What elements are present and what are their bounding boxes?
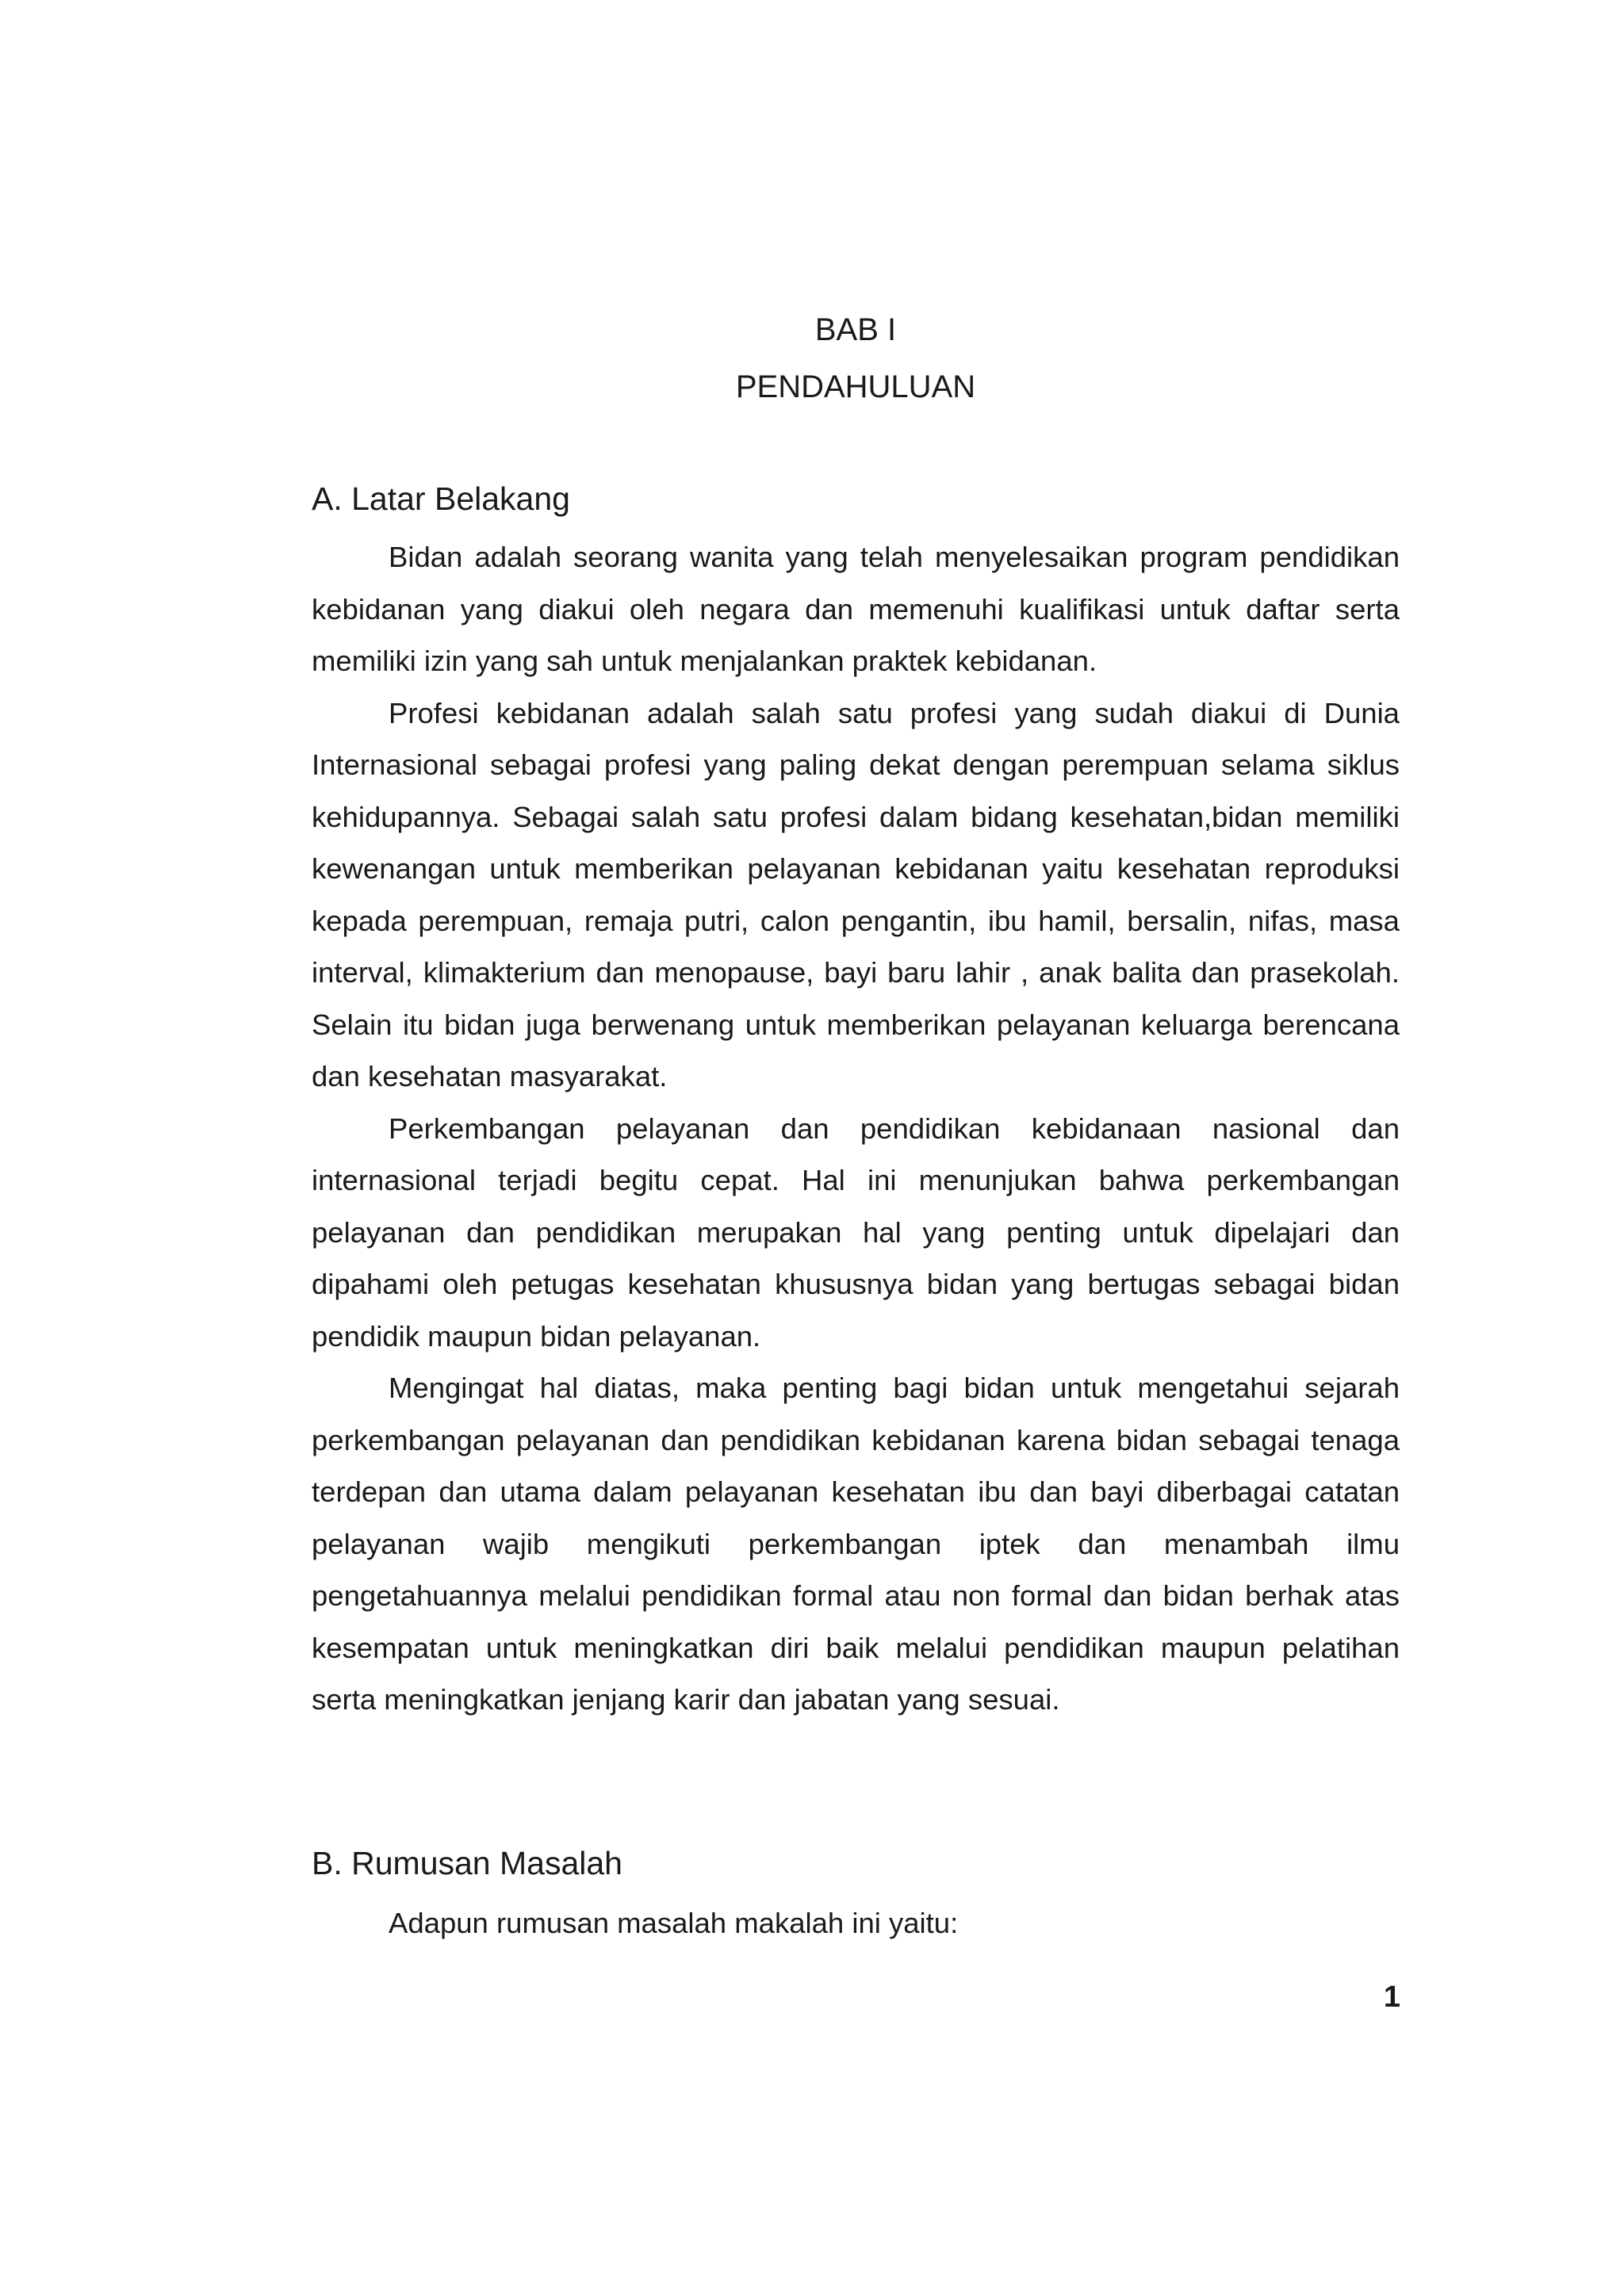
paragraph: Bidan adalah seorang wanita yang telah menyelesaikan program pendidikan kebidanan yang diakui oleh negara dan memenuhi kualifikasi untuk daftar serta memiliki izin yang sah untuk menjalankan praktek kebidanan.	[312, 541, 1400, 677]
section-heading-rumusan-masalah: B. Rumusan Masalah	[312, 1845, 622, 1881]
section-body-rumusan-masalah	[312, 1897, 1400, 1950]
section-heading-latar-belakang: A. Latar Belakang	[312, 480, 570, 517]
paragraph: Perkembangan pelayanan dan pendidikan kebidanaan nasional dan internasional terjadi begitu cepat. Hal ini menunjukan bahwa perkembangan pelayanan dan pendidikan merupakan hal yang penting untuk dipelajari dan dipahami oleh petugas kesehatan khususnya bidan yang bertugas sebagai bidan pendidik maupun bidan pelayanan.	[312, 1112, 1400, 1353]
page-number: 1	[1383, 1980, 1400, 2014]
section-body-latar-belakang	[312, 531, 1400, 1726]
paragraph: Mengingat hal diatas, maka penting bagi bidan untuk mengetahui sejarah perkembangan pelayanan dan pendidikan kebidanan karena bidan sebagai tenaga terdepan dan utama dalam pelayanan kesehatan ibu dan bayi diberbagai catatan pelayanan wajib mengikuti perkembangan iptek dan menambah ilmu pengetahuannya melalui pendidikan formal atau non formal dan bidan berhak atas kesempatan untuk meningkatkan diri baik melalui pendidikan maupun pelatihan serta meningkatkan jenjang karir dan jabatan yang sesuai.	[312, 1372, 1400, 1716]
paragraph: Adapun rumusan masalah makalah ini yaitu:	[389, 1907, 959, 1939]
paragraph: Profesi kebidanan adalah salah satu profesi yang sudah diakui di Dunia Internasional sebagai profesi yang paling dekat dengan perempuan selama siklus kehidupannya. Sebagai salah satu profesi dalam bidang kesehatan,bidan memiliki kewenangan untuk memberikan pelayanan kebidanan yaitu kesehatan reproduksi kepada perempuan, remaja putri, calon pengantin, ibu hamil, bersalin, nifas, masa interval, klimakterium dan menopause, bayi baru lahir , anak balita dan prasekolah. Selain itu bidan juga berwenang untuk memberikan pelayanan keluarga berencana dan kesehatan masyarakat.	[312, 696, 1400, 1093]
chapter-number: BAB I	[814, 312, 897, 347]
chapter-title: PENDAHULUAN	[735, 369, 976, 404]
